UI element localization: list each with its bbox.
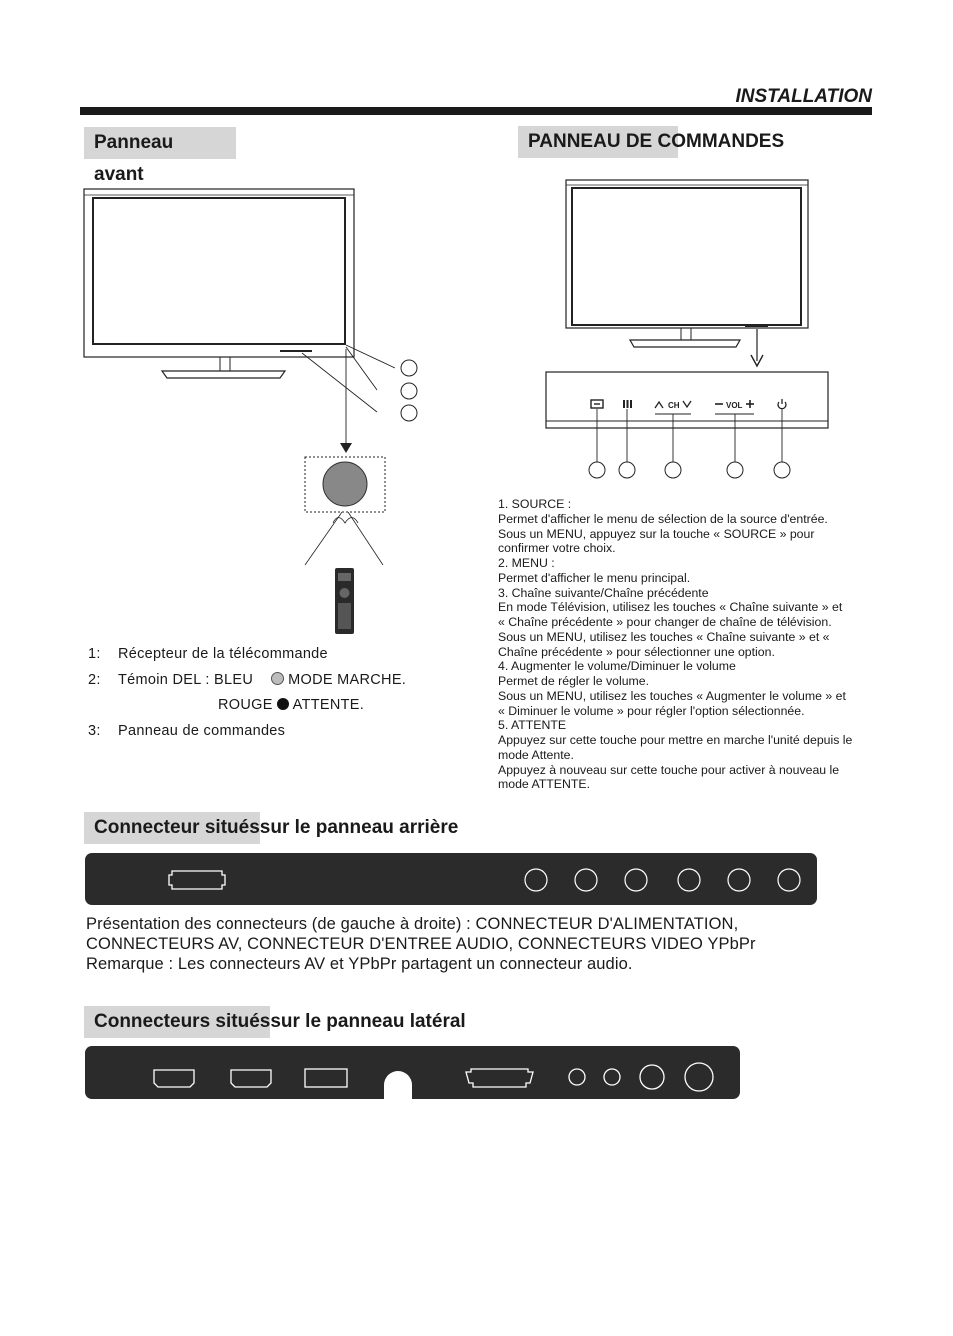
desc-line: Appuyez sur cette touche pour mettre en marche l'unité depuis le (498, 733, 853, 747)
desc-line: 4. Augmenter le volume/Diminuer le volume (498, 659, 736, 674)
desc-line: confirmer votre choix. (498, 541, 616, 556)
front-panel-heading: Panneau avant (84, 127, 236, 159)
control-panel-descriptions (498, 497, 903, 792)
legend-text: Témoin DEL : BLEU (118, 672, 254, 688)
desc-line: Appuyez à nouveau sur cette touche pour activer à nouveau le (498, 762, 840, 777)
desc-line: « Diminuer le volume » pour régler l'option sélectionnée. (498, 703, 805, 718)
menu-button-icon (623, 400, 632, 408)
control-panel-diagram (540, 175, 840, 485)
para-line: Remarque : Les connecteurs AV et YPbPr partagent un connecteur audio. (86, 955, 633, 973)
ch-button-label: CH (668, 401, 680, 410)
side-panel-heading: Connecteurs situéssur le panneau latéral (84, 1006, 466, 1038)
desc-line: 3. Chaîne suivante/Chaîne précédente (498, 585, 709, 600)
desc-line: mode Attente. (498, 747, 574, 762)
vol-button-label: VOL (726, 401, 743, 410)
desc-line: Permet d'afficher le menu de sélection de la source d'entrée. (498, 511, 828, 526)
rear-panel-description (86, 914, 846, 974)
desc-line: « Chaîne précédente » pour changer de chaîne de télévision. (498, 615, 832, 629)
ir-receiver-icon (323, 462, 367, 506)
front-panel-legend (88, 646, 448, 746)
legend-text: Panneau de commandes (118, 723, 286, 739)
desc-line: Permet d'afficher le menu principal. (498, 570, 691, 585)
arrow-down-icon (340, 443, 352, 453)
remote-control-icon (335, 568, 354, 634)
button-panel (546, 372, 828, 428)
legend-state: MODE MARCHE. (288, 672, 407, 688)
rear-panel-heading: Connecteur situéssur le panneau arrière (84, 812, 458, 844)
control-panel-heading: PANNEAU DE COMMANDES (518, 126, 678, 158)
desc-line: Sous un MENU, appuyez sur la touche « SOURCE » pour (498, 526, 815, 541)
legend-text: Récepteur de la télécommande (118, 646, 328, 662)
legend-num: 1: (88, 646, 101, 662)
desc-line: 2. MENU : (498, 556, 555, 570)
led-blue-indicator-icon (271, 672, 284, 685)
desc-line: 5. ATTENTE (498, 718, 567, 733)
para-line: CONNECTEURS AV, CONNECTEUR D'ENTREE AUDIO, CONNECTEURS VIDEO YPbPr (86, 935, 756, 953)
header-rule (80, 107, 872, 115)
page-section-title: INSTALLATION (735, 86, 872, 107)
desc-line: En mode Télévision, utilisez les touches « Chaîne suivante » et (498, 600, 843, 615)
desc-line: Chaîne précédente » pour sélectionner une option. (498, 644, 775, 659)
legend-state: ATTENTE. (292, 697, 365, 713)
tv-top-illustration (566, 180, 808, 347)
legend-num: 3: (88, 723, 101, 739)
side-connector-panel (84, 1045, 744, 1105)
led-red-indicator-icon (277, 698, 289, 710)
legend-num: 2: (88, 672, 101, 688)
desc-line: Sous un MENU, utilisez les touches « Chaîne suivante » et « (498, 629, 830, 644)
tv-front-illustration (84, 189, 354, 378)
front-panel-diagram (80, 185, 440, 645)
desc-line: Sous un MENU, utilisez les touches « Augmenter le volume » et (498, 688, 846, 703)
para-line: Présentation des connecteurs (de gauche à droite) : CONNECTEUR D'ALIMENTATION, (86, 915, 739, 933)
desc-line: 1. SOURCE : (498, 497, 572, 511)
legend-text: ROUGE (218, 697, 273, 713)
desc-line: mode ATTENTE. (498, 777, 591, 792)
rear-connector-panel (84, 852, 820, 908)
desc-line: Permet de régler le volume. (498, 674, 650, 688)
card-slot-icon (384, 1071, 412, 1099)
